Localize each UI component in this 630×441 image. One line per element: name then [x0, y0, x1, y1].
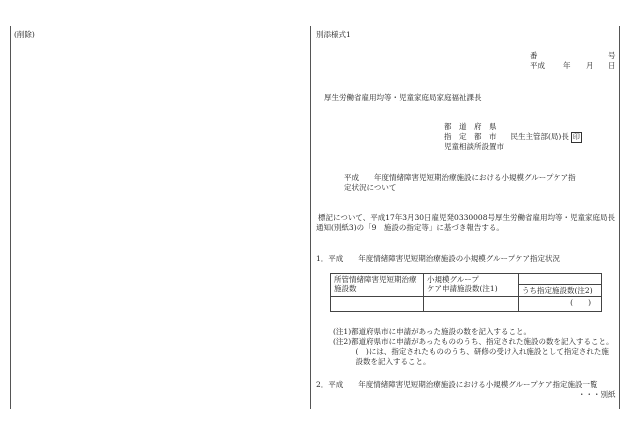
subject-line2: 定状況について — [344, 183, 397, 192]
number-suffix: 号 — [608, 51, 616, 60]
date-month: 月 — [586, 61, 594, 70]
date-day: 日 — [608, 61, 616, 70]
table-cell: ( ) — [519, 297, 602, 312]
col2-header-line1: 小規模グループ — [427, 275, 479, 284]
table-header-cell: うち指定施設数(注2) — [519, 285, 602, 297]
note-2-cont1: ( )には、指定されたもののうち、研修の受け入れ施設として指定された施 — [333, 347, 609, 356]
table-row — [331, 274, 602, 285]
deleted-label: (削除) — [14, 30, 35, 39]
sender-role: 民生主管部(局)長 — [510, 132, 569, 141]
body-line2: 通知(別紙3)の「9 施設の指定等」に基づき報告する。 — [316, 223, 504, 232]
sender-line1: 都 道 府 県 — [444, 122, 497, 131]
sender-line3: 児童相談所設置市 — [444, 142, 504, 151]
note-2: (注2)都道府県市に申請があったもののうち、指定された施設の数を記入すること。 — [333, 337, 614, 346]
col2-header-line2: ケア申請施設数(注1) — [427, 284, 498, 294]
table-cell — [331, 297, 424, 312]
table-header-cell — [519, 274, 602, 285]
seal-stamp: 印 — [572, 133, 580, 141]
note-2-cont2: 設数を記入すること。 — [333, 357, 431, 366]
col1-header-line2: 施設数 — [334, 284, 357, 294]
subject-line1: 平成 年度情緒障害児短期治療施設における小規模グループケア指 — [344, 173, 576, 182]
date-year: 年 — [563, 61, 571, 70]
table-cell — [424, 297, 519, 312]
table-header-cell — [331, 274, 424, 297]
status-table — [330, 273, 602, 312]
center-divider-line — [310, 26, 311, 409]
body-line1: 標記について、平成17年3月30日雇児発0330008号厚生労働省雇用均等・児童家庭局長 — [318, 213, 615, 222]
form-label: 別添様式1 — [316, 30, 351, 39]
table-row — [331, 297, 602, 312]
number-label: 番 — [530, 51, 538, 60]
section2-continuation: ・・・別紙 — [578, 390, 616, 399]
date-era: 平成 — [530, 61, 545, 70]
col1-header-line1: 所管情緒障害児短期治療 — [334, 275, 417, 284]
note-1: (注1)都道府県市に申請があった施設の数を記入すること。 — [333, 327, 532, 336]
addressee: 厚生労働省雇用均等・児童家庭局家庭福祉課長 — [324, 93, 482, 102]
section2-title: 2．平成 年度情緒障害児短期治療施設における小規模グループケア指定施設一覧 — [316, 380, 598, 389]
left-border-line — [10, 26, 11, 409]
table-header-cell — [424, 274, 519, 297]
right-border-line — [619, 26, 620, 409]
section1-title: 1．平成 年度情緒障害児短期治療施設の小規模グループケア指定状況 — [316, 254, 560, 263]
sender-org: 指 定 都 市 — [444, 132, 497, 141]
